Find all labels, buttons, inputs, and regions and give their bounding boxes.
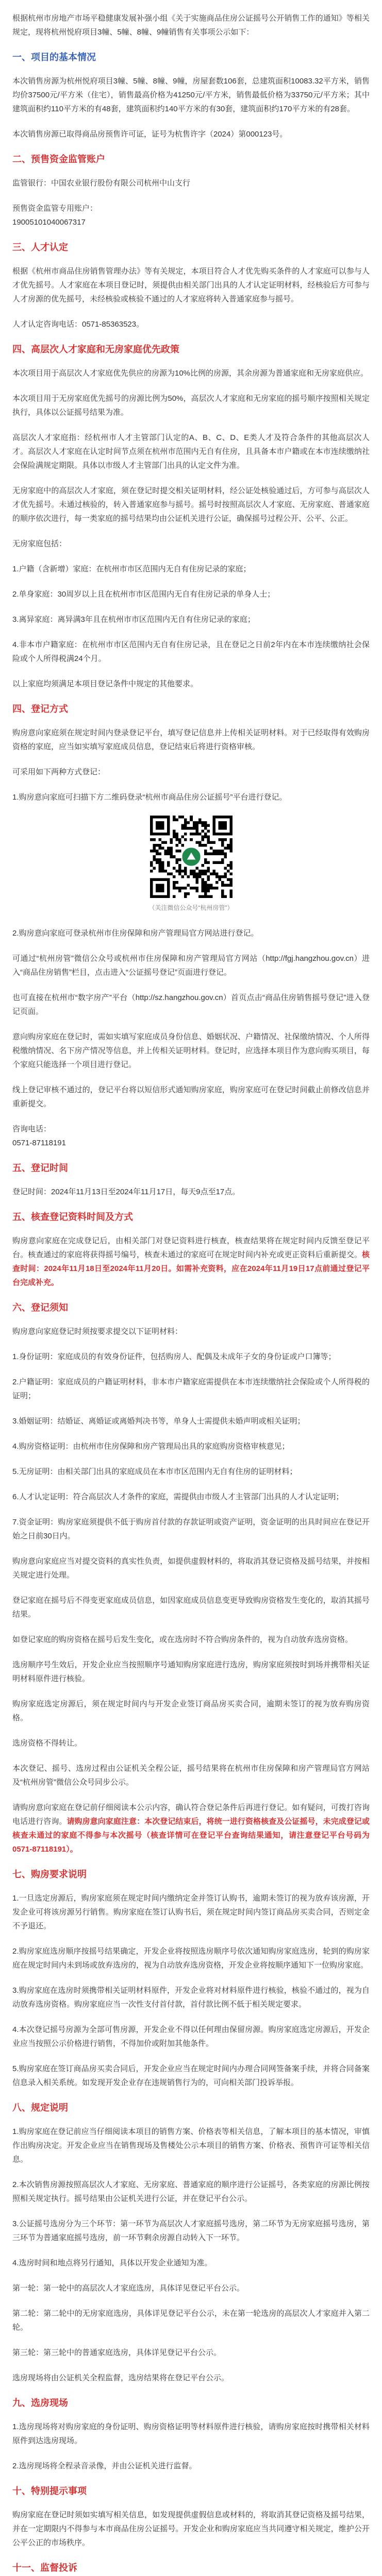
paragraph: 2.购房意向家庭可登录杭州市住房保障和房产管理局官方网站进行登记。 <box>12 929 259 938</box>
escrow-account-number: 19005101040067317 <box>12 218 86 227</box>
paragraph: 线上登记审核不通过的，登记平台将以短信形式通知购房家庭，购房家庭可在登记时间截止前修改信息并重新提交。 <box>12 1086 370 1108</box>
section-heading-priority: 四、高层次人才家庭和无房家庭优先政策 <box>12 344 179 354</box>
paragraph: 本次销售房源已取得商品房预售许可证，证号为杭售许字（2024）第000123号。 <box>12 130 288 139</box>
list-item: 1.户籍（含新增）家庭：在杭州市市区范围内无自有住房记录的家庭； <box>12 565 251 573</box>
consult-phone <box>12 1122 370 1150</box>
section-heading-purchase-requirements: 七、购房要求说明 <box>12 1869 87 1879</box>
list-item: 4.本次登记摇号房源为全部可售房源，开发企业不得以任何理由保留房源。购房家庭选定房源后，开发企业应当按照公示价格进行销售，不得加价或附加其他条件。 <box>12 2025 370 2048</box>
paragraph: 无房家庭包括： <box>12 539 67 548</box>
list-item: 1.一旦选定房源后，购房家庭须在规定时间内缴纳定金并签订认购书，逾期未签订的视为放弃该房源，开发企业可将该房源另行销售。购房家庭在签订认购书后，须在规定时间内签订商品房买卖合同，否则定金不予退还。 <box>12 1894 370 1930</box>
list-item: 1.选房现场将对购房家庭的身份证明、购房资格证明等材料原件进行核验，请购房家庭按时携带相关材料原件到达选房现场。 <box>12 2422 370 2445</box>
paragraph: 登记时间：2024年11月13日至2024年11月17日，每天9点至17点。 <box>12 1188 240 1196</box>
list-item: 3.婚姻证明：结婚证、离婚证或离婚判决书等，单身人士需提供未婚声明或相关证明； <box>12 1417 305 1426</box>
notes-highlight: 请购房意向家庭注意：本次登记结束后，将统一进行资格核查及公证摇号，未完成登记或核查未通过的家庭不得参与本次摇号（核查详情可在登记平台查询结果通知，请注意登记平台号码为0571-87118191）。 <box>12 1817 370 1854</box>
section-heading-registration-time: 五、登记时间 <box>12 1163 68 1173</box>
list-item: 3.离异家庭：离异满3年且在杭州市市区范围内无自有住房记录的家庭； <box>12 615 255 624</box>
list-item: 6.人才认定证明：符合高层次人才条件的家庭，需提供由市级人才主管部门出具的人才认定证明； <box>12 1493 344 1501</box>
section-heading-selection-site: 九、选房现场 <box>12 2398 68 2408</box>
paragraph: 人才认定咨询电话：0571-85363523。 <box>12 320 144 329</box>
list-item: 4.购房资格证明：由杭州市住房保障和房产管理局出具的家庭购房资格审核意见； <box>12 1442 290 1451</box>
paragraph <box>12 1234 370 1290</box>
list-item: 2.户籍证明：家庭成员的户籍证明材料，非本市户籍家庭需提供在本市连续缴纳社会保险或个人所得税的证明； <box>12 1378 370 1400</box>
section-heading-special-notice: 十、特别提示事项 <box>12 2486 87 2496</box>
paragraph: 购房家庭在登记时须如实填写相关信息，如发现提供虚假信息或材料的，将取消其登记资格及摇号结果，并在一定期限内不得参与本市商品住房公证摇号。开发企业和购房家庭应当共同遵守相关规定，维护公开公平公正的市场秩序。 <box>12 2511 370 2547</box>
paragraph: 购房意向家庭须在规定时间内登录登记平台，填写登记信息并上传相关证明材料。对于已经取得有效购房资格的家庭，应当如实填写家庭成员信息，登记结束后将进行资格审核。 <box>12 728 370 751</box>
paragraph: 1.购房意向家庭可扫描下方二维码登录“杭州市商品住房公证摇号”平台进行登记。 <box>12 793 287 802</box>
list-item: 2.购房家庭选房顺序按摇号结果确定，开发企业将按照选房顺序号依次通知购房家庭选房，轮到的购房家庭在规定时间内未到场或放弃选房的，视为自动放弃选房资格，开发企业将按顺序通知下一位购房家庭。 <box>12 1947 370 1970</box>
paragraph: 购房意向家庭应当对提交资料的真实性负责，如提供虚假材料的，将取消其登记资格及摇号结果，并按相关规定进行处理。 <box>12 1557 370 1580</box>
section-heading-notes: 六、登记须知 <box>12 1302 68 1313</box>
paragraph: 也可直接在杭州市“数字房产”平台（http://sz.hangzhou.gov.cn）首页点击“商品住房销售摇号登记”进入登记页面。 <box>12 993 370 1016</box>
paragraph: 本次销售房源为杭州悦府项目3幢、5幢、8幢、9幢，房屋套数106套，总建筑面积10083.32平方米，销售均价37500元/平方米（住宅），销售最高价格为41250元/平方米，销售最低价格为33750元/平方米；其中建筑面积约110平方米的有48套，建筑面积约140平方米的有30套，建筑面积约170平方米的有28套。 <box>12 77 370 113</box>
list-item: 5.购房家庭在签订商品房买卖合同后，开发企业应当在规定时间内办理合同网签备案手续，并将合同备案信息录入相关系统。如发现开发企业存在违规销售行为的，可向相关部门投诉举报。 <box>12 2064 370 2087</box>
paragraph: 高层次人才家庭指：经杭州市人才主管部门认定的A、B、C、D、E类人才及符合条件的其他高层次人才。高层次人才家庭在认定时间节点须在杭州市范围内无自有住房，且具备本市户籍或在本市连续缴纳社会保险满规定期限。具体以市级人才主管部门出具的认定文件为准。 <box>12 433 370 470</box>
list-item: 1.购房家庭在登记前应当仔细阅读本项目的销售方案、价格表等相关信息，了解本项目的基本情况，审慎作出购房决定。开发企业应当在销售现场及售楼处公示本项目的销售方案、价格表、预售许可证等相关信息。 <box>12 2127 370 2164</box>
section-heading-escrow: 二、预售资金监管账户 <box>12 154 105 164</box>
paragraph: 选房资格不得转让。 <box>12 1739 82 1748</box>
list-item: 4.选房时间和地点将另行通知，具体以开发企业通知为准。 <box>12 2259 212 2267</box>
paragraph: 第三轮：第三轮中的普通家庭选房，具体详见登记平台公示。 <box>12 2348 222 2357</box>
list-item: 2.单身家庭：30周岁以上且在杭州市市区范围内无自有住房记录的单身人士； <box>12 590 275 599</box>
paragraph: 购房家庭选定房源后，须在规定时间内与开发企业签订商品房买卖合同，逾期未签订的视为放弃购房资格。 <box>12 1700 370 1722</box>
paragraph: 第二轮：第二轮中的无房家庭选房，具体详见登记平台公示，未在第一轮选房的高层次人才家庭并入第二轮。 <box>12 2309 370 2332</box>
list-item: 3.公证摇号选房分为三个环节：第一环节为高层次人才家庭摇号选房，第二环节为无房家庭摇号选房，第三环节为普通家庭摇号选房，前一环节剩余房源自动转入下一环节。 <box>12 2219 370 2242</box>
paragraph: 选房现场将由公证机关全程监督，选房结果将在登记平台公示。 <box>12 2374 229 2382</box>
list-item: 5.无房证明：由相关部门出具的家庭成员在本市市区范围内无自有住房的证明材料； <box>12 1467 297 1476</box>
paragraph: 无房家庭中的高层次人才家庭，须在登记时提交相关证明材料，经公证处核验通过后，方可参与高层次人才优先摇号。未通过核验的，转入普通家庭参与摇号。摇号时按照高层次人才家庭、无房家庭、普通家庭的顺序依次进行，每一类家庭的摇号结果均由公证机关进行公证，确保摇号过程公开、公平、公正。 <box>12 486 370 523</box>
section-heading-rules: 八、规定说明 <box>12 2103 68 2113</box>
paragraph: 本次项目用于高层次人才家庭优先供应的房源为10%比例的房源，其余房源为普通家庭和无房家庭供应。 <box>12 369 369 378</box>
list-item: 2.选房现场将全程录音录像，并由公证机关进行监督。 <box>12 2462 197 2470</box>
intro-paragraph: 根据杭州市房地产市场平稳健康发展补强小组《关于实施商品住房公证摇号公开销售工作的通知》等相关规定，现将杭州悦府项目3幢、5幢、8幢、9幢销售有关事项公示如下： <box>12 14 370 37</box>
paragraph: 登记家庭在摇号后不得变更家庭成员信息，如因家庭成员信息变更导致购房资格发生变化的，取消其摇号结果。 <box>12 1596 370 1619</box>
section-heading-talent: 三、人才认定 <box>12 242 68 252</box>
section-heading-verification: 五、核查登记资料时间及方式 <box>12 1212 133 1222</box>
paragraph: 第一轮：第一轮中的高层次人才家庭选房，具体详见登记平台公示。 <box>12 2284 245 2293</box>
notes-text: 请购房意向家庭在登记前仔细阅读本公示内容，确认符合登记条件后再进行登记。如有疑问，可拨打咨询电话进行咨询。 <box>12 1803 370 1826</box>
list-item: 1.身份证明：家庭成员的有效身份证件，包括购房人、配偶及未成年子女的身份证或户口簿等； <box>12 1352 336 1361</box>
verification-text: 购房意向家庭在完成登记后，由相关部门对登记资料进行核查，核查结果将在规定时间内反馈至登记平台。核查通过的家庭将获得摇号编号，核查未通过的家庭可在规定时间内补充或更正资料后重新提交。 <box>12 1236 370 1259</box>
list-item: 4.非本市户籍家庭：在杭州市市区范围内无自有住房记录，且在登记之日前2年内在本市连续缴纳社会保险或个人所得税满24个月。 <box>12 640 370 663</box>
paragraph: 购房意向家庭登记时须按要求提交以下证明材料： <box>12 1327 183 1336</box>
paragraph: 意向购房家庭在登记时，需如实填写家庭成员身份信息、婚姻状况、户籍情况、社保缴纳情况、个人所得税缴纳情况、名下房产情况等信息，并上传相关证明材料。登记时，应选择本项目作为意向购买项目，每个家庭只能选择一个项目进行登记。 <box>12 1032 370 1069</box>
paragraph: 本次登记、摇号、选房过程由公证机关全程公证，摇号结果将在杭州市住房保障和房产管理局官方网站及“杭州房管”微信公众号同步公示。 <box>12 1764 370 1787</box>
paragraph <box>12 1801 370 1856</box>
qr-caption: （关注微信公众号“杭州房管”） <box>148 904 234 911</box>
paragraph: 可通过“杭州房管”微信公众号或杭州市住房保障和房产管理局官方网站（http://fgj.hangzhou.gov.cn）进入“商品住房销售”栏目，点击进入“公证摇号登记”页面进行登记。 <box>12 954 370 977</box>
paragraph: 可采用如下两种方式登记： <box>12 768 106 776</box>
qr-block <box>12 816 370 912</box>
consult-phone-number: 0571-87118191 <box>12 1139 66 1147</box>
verification-highlight: 核查时间：2024年11月18日至2024年11月20日。如需补充资料，应在2024年11月19日17点前通过登记平台完成补充。 <box>12 1250 370 1287</box>
list-item: 2.本次销售房源按照高层次人才家庭、无房家庭、普通家庭的顺序进行公证摇号，各类家庭的房源比例按照相关规定执行。摇号结果由公证机关进行公证，并在登记平台公示。 <box>12 2180 370 2203</box>
qr-code[interactable] <box>150 816 232 898</box>
list-item: 3.购房家庭在选房时须携带相关证明材料原件，开发企业将对材料原件进行核验，核验不通过的，视为自动放弃选房资格。购房家庭应当一次性支付首付款，首付款比例不低于相关规定要求。 <box>12 1986 370 2009</box>
section-heading-supervision: 十一、监督投诉 <box>12 2563 77 2573</box>
consult-phone-label: 咨询电话： <box>12 1125 52 1133</box>
paragraph: 以上家庭均须满足本项目登记条件中规定的其他要求。 <box>12 680 198 688</box>
escrow-account <box>12 201 370 229</box>
section-heading-registration-method: 四、登记方式 <box>12 704 68 714</box>
logo-icon <box>182 848 200 866</box>
paragraph: 如登记家庭的购房资格在摇号后发生变化，或在选房时不符合购房条件的，视为自动放弃选房资格。 <box>12 1635 353 1644</box>
list-item: 7.资金证明：购房家庭须提供不低于购房首付款的存款证明或资产证明，资金证明的出具时间应在登记开始之日前30日内。 <box>12 1518 370 1540</box>
escrow-bank: 监管银行：中国农业银行股份有限公司杭州中山支行 <box>12 179 191 188</box>
section-heading-project-info: 一、项目的基本情况 <box>12 52 96 62</box>
paragraph: 本次项目用于无房家庭优先摇号的房源比例为50%，高层次人才家庭和无房家庭的摇号顺序按照相关规定执行，具体以公证摇号结果为准。 <box>12 394 370 417</box>
escrow-account-label: 预售资金监管专用账户： <box>12 204 98 213</box>
paragraph: 根据《杭州市商品住房销售管理办法》等有关规定，本项目符合人才优先购买条件的人才家庭可以参与人才优先摇号。人才家庭在本项目登记时，须提供由相关部门出具的人才认定证明材料，经核验后方可参与人才房源的优先摇号，未经核验或核验不通过的人才家庭将转入普通家庭参与摇号。 <box>12 267 370 303</box>
paragraph: 选房顺序号生效后，开发企业应当按照顺序号通知购房家庭进行选房，购房家庭须按时到场并携带相关证明材料原件进行核验。 <box>12 1660 370 1683</box>
